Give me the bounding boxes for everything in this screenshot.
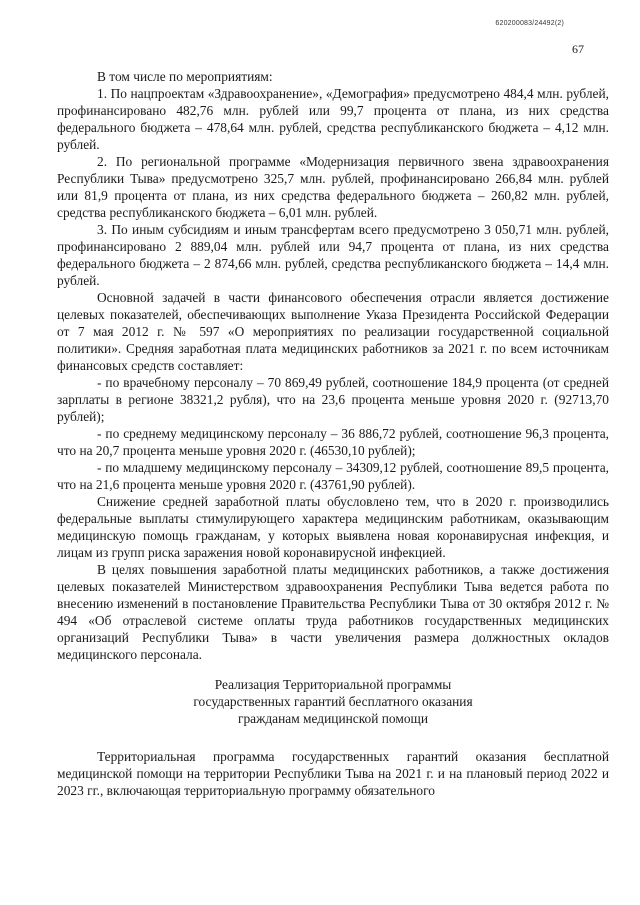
paragraph-intro: В том числе по мероприятиям: [97, 69, 273, 84]
section-heading-line: Реализация Территориальной программы [214, 677, 452, 692]
paragraph-territorial-program: Территориальная программа государственных гарантий оказания бесплатной медицинской помощи на территории Республики Тыва на 2021 г. и на плановый период 2022 и 2023 гг., включающая территориальную программу обязательного [57, 749, 609, 798]
paragraph-salary-measures: В целях повышения заработной платы медицинских работников, а также достижения целевых показателей Министерством здравоохранения Республики Тыва ведется работа по внесению изменений в постановление Правительства Республики Тыва от 30 октября 2012 г. № 494 «Об отраслевой системе оплаты труда работников государственных медицинских организаций Республики Тыва» в части увеличения размера должностных окладов медицинского персонала. [57, 562, 609, 662]
paragraph-item-3: 3. По иным субсидиям и иным трансфертам всего предусмотрено 3 050,71 млн. рублей, профинансировано 2 889,04 млн. рублей или 94,7 процента от плана, из них средства федерального бюджета – 2 874,66 млн. рублей, средства республиканского бюджета – 14,4 млн. рублей. [57, 222, 609, 288]
paragraph-main-task: Основной задачей в части финансового обеспечения отрасли является достижение целевых показателей, обеспечивающих выполнение Указа Президента Российской Федерации от 7 мая 2012 г. № 597 «О мероприятиях по реализации государственной социальной политики». Средняя заработная плата медицинских работников за 2021 г. по всем источникам финансовых средств составляет: [57, 290, 609, 373]
document-id: 620200083/24492(2) [495, 20, 564, 27]
paragraph-item-1: 1. По нацпроектам «Здравоохранение», «Демография» предусмотрено 484,4 млн. рублей, профинансировано 482,76 млн. рублей или 99,7 процента от плана, из них средства федерального бюджета – 478,64 млн. рублей, средства республиканского бюджета – 4,12 млн. рублей. [57, 86, 609, 152]
paragraph-item-2: 2. По региональной программе «Модернизация первичного звена здравоохранения Республики Тыва» предусмотрено 325,7 млн. рублей, профинансировано 266,84 млн. рублей или 81,9 процента от плана, из них средства федерального бюджета – 260,82 млн. рублей, средства республиканского бюджета – 6,01 млн. рублей. [57, 154, 609, 220]
page-number: 67 [572, 42, 584, 56]
paragraph-mid-staff: - по среднему медицинскому персоналу – 36 886,72 рублей, соотношение 96,3 процента, что на 20,7 процента меньше уровня 2020 г. (46530,10 рублей); [57, 426, 609, 458]
section-heading [57, 676, 609, 727]
document-body [57, 68, 609, 799]
section-heading-line: государственных гарантий бесплатного оказания [193, 694, 473, 709]
paragraph-decrease: Снижение средней заработной платы обусловлено тем, что в 2020 г. производились федеральные выплаты стимулирующего характера медицинским работникам, оказывающим медицинскую помощь гражданам, у которых выявлена новая коронавирусная инфекция, и лицам из групп риска заражения новой коронавирусной инфекцией. [57, 494, 609, 560]
paragraph-doctors: - по врачебному персоналу – 70 869,49 рублей, соотношение 184,9 процента (от средней зарплаты в регионе 38321,2 рубля), что на 23,6 процента меньше уровня 2020 г. (92713,70 рублей); [57, 375, 609, 424]
section-heading-line: гражданам медицинской помощи [237, 711, 429, 726]
paragraph-junior-staff: - по младшему медицинскому персоналу – 34309,12 рублей, соотношение 89,5 процента, что на 21,6 процента меньше уровня 2020 г. (43761,90 рублей). [57, 460, 609, 492]
